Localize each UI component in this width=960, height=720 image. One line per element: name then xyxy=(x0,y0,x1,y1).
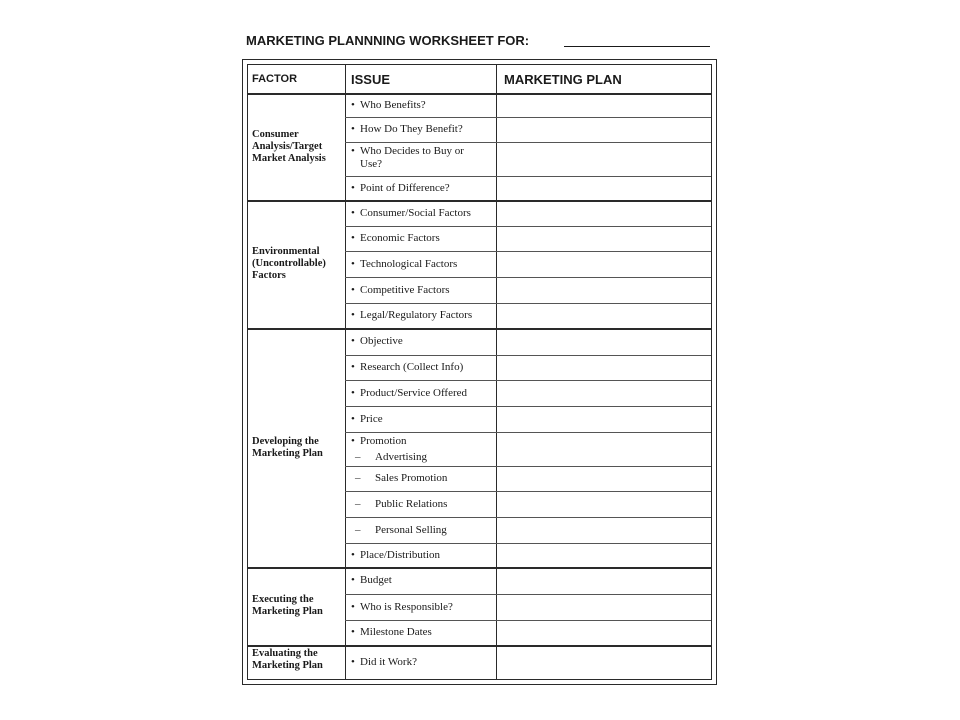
dash-icon: – xyxy=(355,497,361,510)
bullet-icon: • xyxy=(351,626,355,638)
marketing-plan-cell[interactable] xyxy=(496,303,711,328)
marketing-plan-cell[interactable] xyxy=(496,355,711,380)
issue-item xyxy=(345,620,496,645)
bullet-icon: • xyxy=(351,574,355,586)
marketing-plan-cell[interactable] xyxy=(496,620,711,645)
issue-item xyxy=(345,303,496,328)
issue-subitem xyxy=(345,517,496,543)
issue-label: Research (Collect Info) xyxy=(360,361,464,373)
marketing-plan-cell[interactable] xyxy=(496,466,711,491)
issue-item xyxy=(345,328,496,355)
bullet-icon: • xyxy=(351,283,355,296)
worksheet-title xyxy=(246,33,716,51)
issue-label: Technological Factors xyxy=(360,257,458,270)
issue-item xyxy=(345,277,496,303)
marketing-plan-cell[interactable] xyxy=(496,226,711,251)
issue-label: Promotion xyxy=(360,435,407,447)
issue-label: Legal/Regulatory Factors xyxy=(360,309,473,321)
bullet-icon: • xyxy=(351,309,355,321)
issue-item xyxy=(345,226,496,251)
issue-item xyxy=(345,380,496,406)
factor-environmental: Environmental (Uncontrollable) Factors xyxy=(252,246,326,281)
marketing-plan-cell[interactable] xyxy=(496,328,711,355)
marketing-plan-cell[interactable] xyxy=(496,645,711,679)
issue-item xyxy=(345,251,496,277)
issue-label: Competitive Factors xyxy=(360,283,450,296)
worksheet-table-frame xyxy=(242,59,717,685)
marketing-plan-cell[interactable] xyxy=(496,200,711,226)
issue-label: Who Decides to Buy or Use? xyxy=(360,145,464,170)
issue-label: Budget xyxy=(360,574,392,586)
issue-label: Milestone Dates xyxy=(360,626,432,638)
issue-subitem xyxy=(345,466,496,491)
issue-label: Public Relations xyxy=(375,497,448,510)
bullet-icon: • xyxy=(351,412,355,425)
header-factor: FACTOR xyxy=(252,73,298,85)
issue-label: Price xyxy=(360,412,383,425)
issue-label: How Do They Benefit? xyxy=(360,123,463,135)
issue-item xyxy=(345,432,496,449)
factor-developing-plan: Developing the Marketing Plan xyxy=(252,435,323,459)
bullet-icon: • xyxy=(351,335,355,347)
bullet-icon: • xyxy=(351,361,355,373)
bullet-icon: • xyxy=(351,386,355,399)
marketing-plan-cell[interactable] xyxy=(496,567,711,594)
title-blank-line[interactable] xyxy=(564,46,710,47)
header-marketing-plan: MARKETING PLAN xyxy=(504,71,622,87)
issue-item xyxy=(345,142,496,176)
bullet-icon: • xyxy=(351,145,355,157)
issue-item xyxy=(345,567,496,594)
bullet-icon: • xyxy=(351,181,355,194)
issue-item xyxy=(345,117,496,142)
issue-item xyxy=(345,200,496,226)
marketing-plan-cell[interactable] xyxy=(496,142,711,176)
marketing-plan-cell[interactable] xyxy=(496,517,711,543)
bullet-icon: • xyxy=(351,123,355,135)
factor-evaluating-plan: Evaluating the Marketing Plan xyxy=(252,648,323,671)
issue-label: Point of Difference? xyxy=(360,181,450,194)
bullet-icon: • xyxy=(351,435,355,447)
issue-label: Economic Factors xyxy=(360,232,440,244)
issue-subitem xyxy=(345,449,496,466)
issue-item xyxy=(345,176,496,200)
issue-label: Did it Work? xyxy=(360,655,417,668)
bullet-icon: • xyxy=(351,600,355,613)
issue-subitem xyxy=(345,491,496,517)
marketing-plan-cell[interactable] xyxy=(496,277,711,303)
marketing-plan-cell[interactable] xyxy=(496,491,711,517)
issue-label: Objective xyxy=(360,335,403,347)
marketing-plan-cell[interactable] xyxy=(496,117,711,142)
dash-icon: – xyxy=(355,451,361,463)
issue-item xyxy=(345,543,496,567)
issue-item xyxy=(345,594,496,620)
bullet-icon: • xyxy=(351,98,355,111)
bullet-icon: • xyxy=(351,257,355,270)
marketing-plan-cell[interactable] xyxy=(496,176,711,200)
issue-item xyxy=(345,645,496,679)
worksheet-title-text: MARKETING PLANNNING WORKSHEET FOR: xyxy=(246,33,530,48)
issue-label: Product/Service Offered xyxy=(360,386,468,399)
bullet-icon: • xyxy=(351,548,355,561)
issue-item xyxy=(345,355,496,380)
issue-label: Consumer/Social Factors xyxy=(360,206,471,219)
issue-label: Sales Promotion xyxy=(375,472,448,484)
issue-label: Who is Responsible? xyxy=(360,600,453,613)
marketing-plan-cell[interactable] xyxy=(496,432,711,466)
issue-label: Personal Selling xyxy=(375,523,447,536)
worksheet-table xyxy=(247,64,712,680)
dash-icon: – xyxy=(355,523,361,536)
issue-label: Place/Distribution xyxy=(360,548,441,561)
bullet-icon: • xyxy=(351,655,355,668)
marketing-plan-cell[interactable] xyxy=(496,543,711,567)
issue-item xyxy=(345,406,496,432)
header-issue: ISSUE xyxy=(351,71,391,87)
dash-icon: – xyxy=(355,472,361,484)
marketing-plan-cell[interactable] xyxy=(496,406,711,432)
factor-consumer-analysis: Consumer Analysis/Target Market Analysis xyxy=(252,128,326,164)
issue-label: Who Benefits? xyxy=(360,98,426,111)
factor-executing-plan: Executing the Marketing Plan xyxy=(252,594,323,617)
bullet-icon: • xyxy=(351,232,355,244)
marketing-plan-cell[interactable] xyxy=(496,93,711,117)
issue-label: Advertising xyxy=(375,451,427,463)
bullet-icon: • xyxy=(351,206,355,219)
issue-item xyxy=(345,93,496,117)
marketing-plan-cell[interactable] xyxy=(496,594,711,620)
marketing-plan-cell[interactable] xyxy=(496,251,711,277)
marketing-plan-cell[interactable] xyxy=(496,380,711,406)
